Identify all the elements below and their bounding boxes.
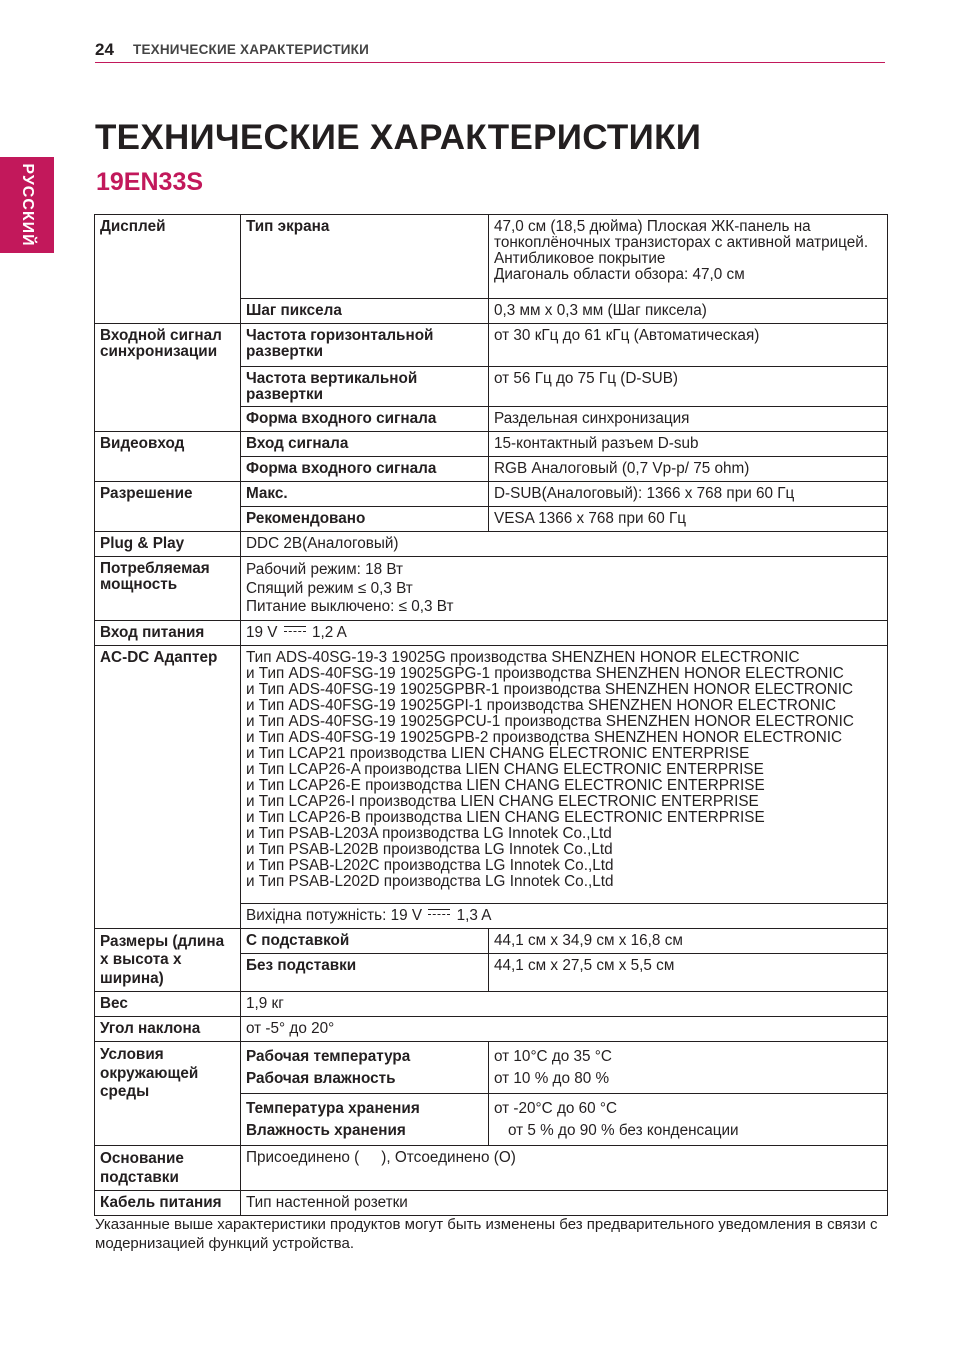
- language-tab-label: РУССКИЙ: [19, 163, 36, 247]
- sub-label: [241, 1042, 489, 1094]
- spec-value: 44,1 см x 34,9 см x 16,8 см: [489, 928, 888, 954]
- viewable-value: Диагональ области обзора: 47,0 см: [494, 266, 745, 283]
- sub-label: Без подставки: [241, 954, 489, 992]
- row-label: Кабель питания: [95, 1191, 241, 1216]
- spec-value: 44,1 см x 27,5 см x 5,5 см: [489, 954, 888, 992]
- table-row: [95, 324, 888, 367]
- sub-label: Форма входного сигнала: [241, 457, 489, 482]
- spec-value: Тип настенной розетки: [241, 1191, 888, 1216]
- spec-value: 15-контактный разъем D-sub: [489, 432, 888, 457]
- sub-label: Форма входного сигнала: [241, 407, 489, 432]
- list-item: Тип ADS-40SG-19-3 19025G производства SHENZHEN HONOR ELECTRONIC: [246, 648, 800, 666]
- model-name: 19EN33S: [96, 168, 204, 196]
- spec-value: [241, 1146, 888, 1191]
- spec-value: VESA 1366 x 768 при 60 Гц: [489, 507, 888, 532]
- sub-label: Шаг пиксела: [241, 299, 489, 324]
- row-label: Дисплей: [95, 215, 241, 324]
- language-tab: [0, 157, 54, 253]
- sub-label: Вход сигнала: [241, 432, 489, 457]
- list-item: и Тип LCAP26-A производства LIEN CHANG ELECTRONIC ENTERPRISE: [246, 760, 764, 778]
- sub-label: Частота горизонтальной развертки: [241, 324, 489, 367]
- spec-value: от 30 кГц до 61 кГц (Автоматическая): [489, 324, 888, 367]
- table-row: [95, 532, 888, 557]
- power-input-voltage: 19 V: [246, 623, 278, 641]
- row-label: Plug & Play: [95, 532, 241, 557]
- spec-value: [241, 903, 888, 928]
- sub-label: Частота вертикальной развертки: [241, 367, 489, 407]
- spec-value: DDC 2B(Аналоговый): [241, 532, 888, 557]
- stand-attached-text: Присоединено (: [246, 1149, 360, 1166]
- sub-label: Рекомендовано: [241, 507, 489, 532]
- list-item: и Тип LCAP26-I производства LIEN CHANG ELECTRONIC ENTERPRISE: [246, 792, 759, 810]
- st-humidity-value: от 5 % до 90 % без конденсации: [508, 1122, 739, 1139]
- spec-value: от 56 Гц до 75 Гц (D-SUB): [489, 367, 888, 407]
- page-header: [95, 40, 885, 63]
- list-item: и Тип LCAP26-B производства LIEN CHANG ELECTRONIC ENTERPRISE: [246, 808, 765, 826]
- op-temp-value: от 10°C до 35 °C: [494, 1048, 612, 1065]
- op-humidity-value: от 10 % до 80 %: [494, 1070, 610, 1087]
- power-input-current: 1,2 A: [311, 623, 347, 641]
- table-row: [95, 620, 888, 645]
- list-item: и Тип ADS-40FSG-19 19025GPCU-1 производства SHENZHEN HONOR ELECTRONIC: [246, 712, 854, 730]
- adapter-output-prefix: Вихідна потужність: 19 V: [246, 906, 423, 924]
- list-item: и Тип ADS-40FSG-19 19025GPI-1 производства SHENZHEN HONOR ELECTRONIC: [246, 696, 837, 714]
- list-item: и Тип PSAB-L202B производства LG Innotek Co.,Ltd: [246, 840, 613, 858]
- spec-value: [489, 215, 888, 299]
- spec-value: [241, 557, 888, 621]
- spec-value: D-SUB(Аналоговый): 1366 x 768 при 60 Гц: [489, 482, 888, 507]
- spec-value: [489, 1094, 888, 1146]
- spec-value: Раздельная синхронизация: [489, 407, 888, 432]
- table-row: [95, 1042, 888, 1094]
- table-row: [95, 1146, 888, 1191]
- op-temp-label: Рабочая температура: [246, 1048, 411, 1065]
- spec-value: 1,9 кг: [241, 992, 888, 1017]
- stand-detached-text: ), Отсоединено (O): [381, 1149, 516, 1166]
- row-label: Вес: [95, 992, 241, 1017]
- st-humidity-label: Влажность хранения: [246, 1122, 406, 1139]
- spec-value: 0,3 мм x 0,3 мм (Шаг пиксела): [489, 299, 888, 324]
- spec-value: RGB Аналоговый (0,7 Vp-p/ 75 ohm): [489, 457, 888, 482]
- table-row: [95, 1017, 888, 1042]
- row-label: Угол наклона: [95, 1017, 241, 1042]
- row-label: Разрешение: [95, 482, 241, 532]
- power-operating: Рабочий режим: 18 Вт: [246, 561, 404, 578]
- list-item: и Тип PSAB-L202D производства LG Innotek Co.,Ltd: [246, 872, 614, 890]
- footnote: Указанные выше характеристики продуктов могут быть изменены без предварительного уведомления в связи с модернизацией функций устройства.: [95, 1216, 878, 1252]
- coating-value: Антибликовое покрытие: [494, 250, 666, 267]
- row-label: Размеры (длина x высота x ширина): [95, 928, 241, 992]
- table-row: [95, 928, 888, 954]
- dc-current-icon: [284, 626, 306, 634]
- row-label: AC-DC Адаптер: [95, 645, 241, 928]
- adapter-output-current: 1,3 A: [456, 906, 492, 924]
- table-row: [95, 482, 888, 507]
- row-label: Условия окружающей среды: [95, 1042, 241, 1146]
- op-humidity-label: Рабочая влажность: [246, 1070, 396, 1087]
- sub-label: С подставкой: [241, 928, 489, 954]
- list-item: и Тип ADS-40FSG-19 19025GPG-1 производства SHENZHEN HONOR ELECTRONIC: [246, 664, 844, 682]
- table-row: [95, 432, 888, 457]
- table-row: [95, 645, 888, 903]
- list-item: и Тип ADS-40FSG-19 19025GPB-2 производства SHENZHEN HONOR ELECTRONIC: [246, 728, 843, 746]
- list-item: и Тип LCAP26-E производства LIEN CHANG ELECTRONIC ENTERPRISE: [246, 776, 765, 794]
- st-temp-value: от -20°C до 60 °C: [494, 1100, 618, 1117]
- dc-current-icon: [428, 909, 450, 917]
- list-item: и Тип PSAB-L203A производства LG Innotek Co.,Ltd: [246, 824, 612, 842]
- spec-value: от -5° до 20°: [241, 1017, 888, 1042]
- list-item: и Тип LCAP21 производства LIEN CHANG ELECTRONIC ENTERPRISE: [246, 744, 750, 762]
- spec-table: [94, 214, 888, 1216]
- row-label: Потребляемая мощность: [95, 557, 241, 621]
- spec-value: [241, 620, 888, 645]
- row-label: Вход питания: [95, 620, 241, 645]
- st-temp-label: Температура хранения: [246, 1100, 420, 1117]
- sub-label: Макс.: [241, 482, 489, 507]
- screen-type-value: 47,0 см (18,5 дюйма) Плоская ЖК-панель на тонкоплёночных транзисторах с активной матрицей.: [494, 218, 869, 251]
- sub-label: Тип экрана: [241, 215, 489, 299]
- row-label: Основание подставки: [95, 1146, 241, 1191]
- row-label: Входной сигнал синхронизации: [95, 324, 241, 432]
- table-row: [95, 992, 888, 1017]
- sub-label: [241, 1094, 489, 1146]
- stand-detach-icon: [363, 1151, 377, 1165]
- power-sleep: Спящий режим ≤ 0,3 Вт: [246, 579, 413, 597]
- adapter-list: [241, 645, 888, 903]
- power-off: Питание выключено: ≤ 0,3 Вт: [246, 598, 454, 615]
- table-row: [95, 215, 888, 299]
- header-title: ТЕХНИЧЕСКИЕ ХАРАКТЕРИСТИКИ: [133, 42, 370, 57]
- page-number: 24: [95, 40, 114, 59]
- page-title: ТЕХНИЧЕСКИЕ ХАРАКТЕРИСТИКИ: [95, 118, 702, 157]
- row-label: Видеовход: [95, 432, 241, 482]
- table-row: [95, 1191, 888, 1216]
- spec-value: [489, 1042, 888, 1094]
- list-item: и Тип ADS-40FSG-19 19025GPBR-1 производства SHENZHEN HONOR ELECTRONIC: [246, 680, 854, 698]
- table-row: [95, 557, 888, 621]
- list-item: и Тип PSAB-L202C производства LG Innotek Co.,Ltd: [246, 856, 614, 874]
